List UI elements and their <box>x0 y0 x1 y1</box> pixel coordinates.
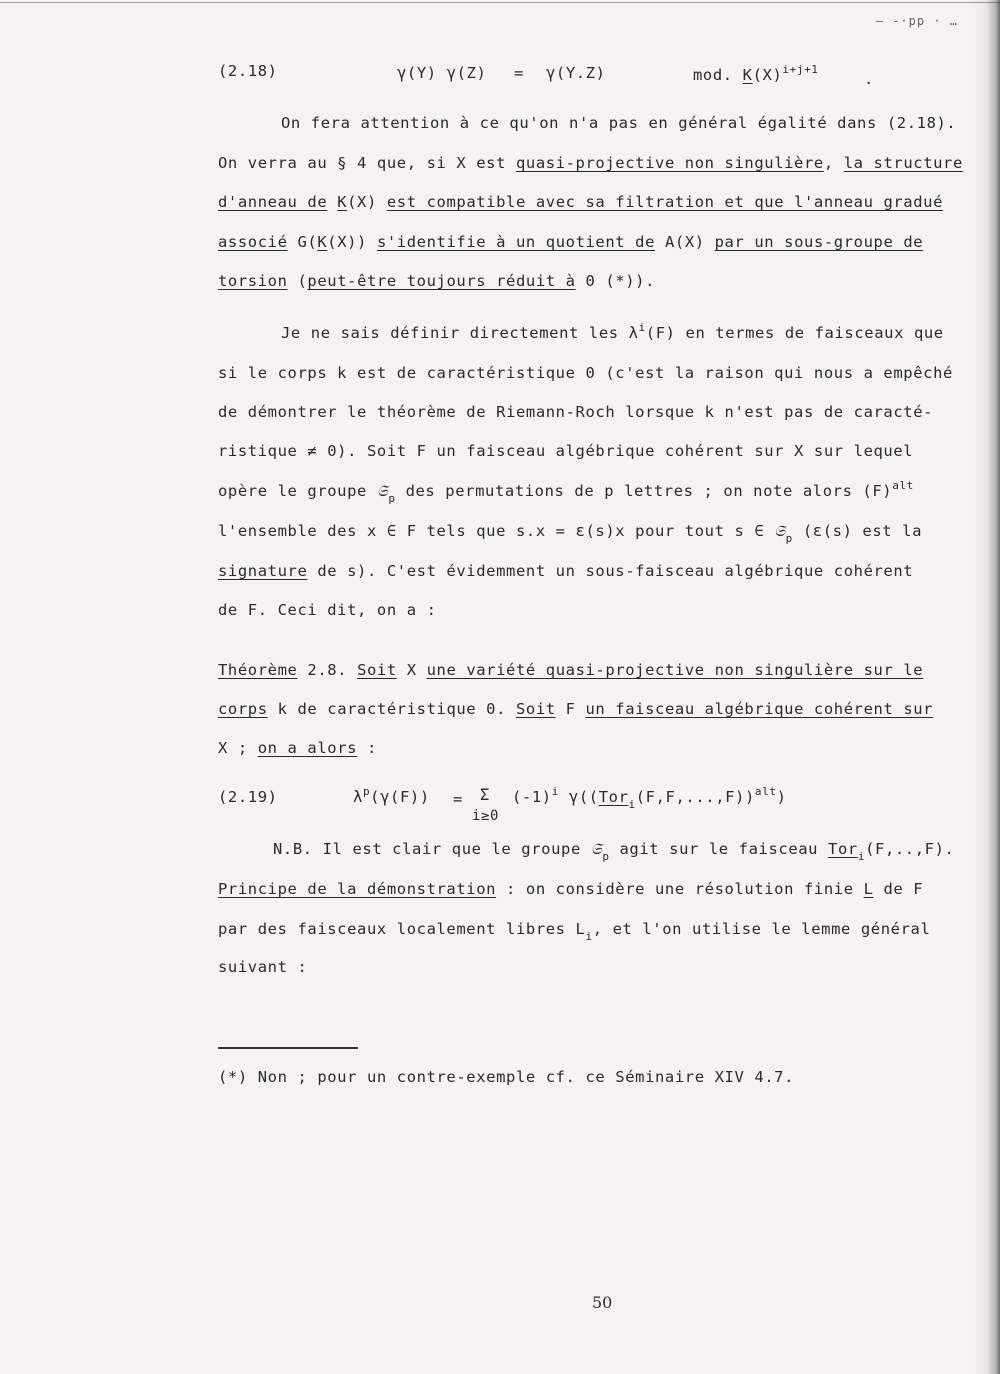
eq-2-18-equals: = <box>514 64 524 82</box>
proof-line2: par des faisceaux localement libres $L_i$, et l'on utilise le lemme général <box>218 920 931 943</box>
theorem-line3: X ; on a alors : <box>218 739 377 757</box>
top-rule <box>0 2 1000 3</box>
theorem-line2: corps k de caractéristique 0. Soit F un faisceau algébrique cohérent sur <box>218 700 934 718</box>
eq-2-19-label: (2.19) <box>218 788 278 806</box>
para2-line2: si le corps k est de caractéristique 0 (c'est la raison qui nous a empêché <box>218 364 953 382</box>
para1-line1: On fera attention à ce qu'on n'a pas en général égalité dans (2.18). <box>281 114 957 132</box>
page-number: 50 <box>592 1293 613 1312</box>
eq-2-18-label: (2.18) <box>218 62 278 80</box>
eq-2-18-modulus <box>693 63 819 84</box>
eq-2-19-sigma: Σ <box>480 786 490 804</box>
proof-line1: Principe de la démonstration : on considère une résolution finie L de F <box>218 880 924 898</box>
footnote: (*) Non ; pour un contre-exemple cf. ce Séminaire XIV 4.7. <box>218 1068 795 1086</box>
para1-line2: On verra au § 4 que, si X est quasi-projective non singulière, la structure <box>218 154 963 172</box>
para1-line4: associé G(K(X)) s'identifie à un quotient de A(X) par un sous-groupe de <box>218 233 924 251</box>
para2-line1: Je ne sais définir directement les $\lambda^i(F)$ en termes de faisceaux que <box>281 321 944 342</box>
mod-text: mod. <box>693 66 733 84</box>
para1-line3: d'anneau de K(X) est compatible avec sa filtration et que l'anneau gradué <box>218 193 944 211</box>
scan-shadow-edge <box>970 0 1000 1374</box>
para2-line7: signature de s). C'est évidemment un sous-faisceau algébrique cohérent <box>218 562 914 580</box>
eq-2-19-lhs: $\lambda^p(\gamma(F))$ <box>353 785 430 806</box>
symmetric-group-symbol: 𝔖 <box>774 522 786 540</box>
footnote-rule <box>218 1047 358 1049</box>
eq-2-18-rhs: γ(Y.Z) <box>546 64 606 82</box>
eq-2-18-trailing: . <box>864 70 874 88</box>
para2-line8: de F. Ceci dit, on a : <box>218 601 437 619</box>
para2-line6: l'ensemble des x ∈ F tels que s.x = ε(s)x pour tout s ∈ 𝔖$_p$ (ε(s) est la <box>218 522 923 545</box>
para2-line3: de démontrer le théorème de Riemann-Roch lorsque k n'est pas de caracté- <box>218 403 934 421</box>
para1-line5: torsion (peut-être toujours réduit à 0 (*)). <box>218 272 656 290</box>
symmetric-group-symbol: 𝔖 <box>376 482 389 500</box>
mod-k: K <box>742 66 753 84</box>
eq-2-19-sum-index: i≥0 <box>472 808 500 824</box>
mod-x: (X) <box>752 66 783 84</box>
theorem-line1: Théorème 2.8. Soit X une variété quasi-projective non singulière sur le <box>218 661 924 679</box>
symmetric-group-symbol: 𝔖 <box>590 840 603 858</box>
nb-line: N.B. Il est clair que le groupe 𝔖$_p$ agit sur le faisceau Tor$_i$(F,..,F). <box>273 840 955 863</box>
eq-2-18-lhs: γ(Y) γ(Z) <box>397 64 487 82</box>
eq-2-19-rhs: $(-1)^i$ $\gamma((Tor_i(F,F,...,F))^{alt})$ <box>512 785 787 811</box>
para2-line4: ristique ≠ 0). Soit F un faisceau algébrique cohérent sur X sur lequel <box>218 442 914 460</box>
para2-line5: opère le groupe 𝔖$_p$ des permutations de p lettres ; on note alors $(F)^{alt}$ <box>218 479 914 505</box>
header-corner-mark: — -·pp · … <box>875 14 958 28</box>
mod-exponent: i+j+1 <box>782 63 819 76</box>
proof-line3: suivant : <box>218 958 308 976</box>
eq-2-19-equals: = <box>453 790 463 808</box>
